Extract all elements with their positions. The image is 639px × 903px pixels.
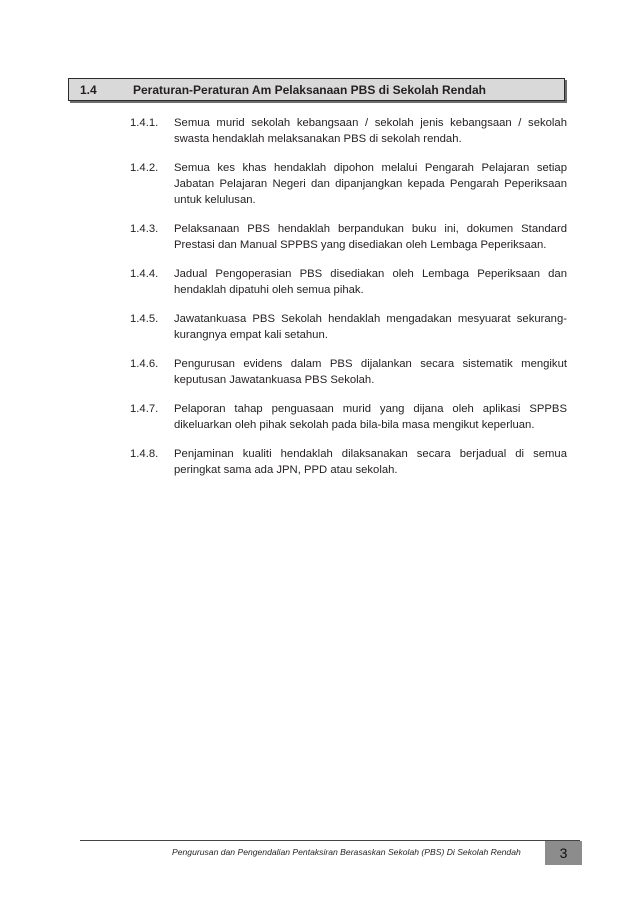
item-number: 1.4.4. xyxy=(130,268,159,280)
item-text: Pelaksanaan PBS hendaklah berpandukan buku ini, dokumen Standard Prestasi dan Manual SPPBS yang disediakan oleh Lembaga Peperiksaan. xyxy=(174,223,567,251)
list-item xyxy=(130,160,567,208)
item-text: Penjaminan kualiti hendaklah dilaksanakan secara berjadual di semua peringkat sama ada JPN, PPD atau sekolah. xyxy=(174,448,567,476)
item-number: 1.4.7. xyxy=(130,403,159,415)
section-header xyxy=(68,78,565,101)
item-text: Semua murid sekolah kebangsaan / sekolah jenis kebangsaan / sekolah swasta hendaklah melaksanakan PBS di sekolah rendah. xyxy=(174,117,567,145)
list-item xyxy=(130,221,567,253)
list-item xyxy=(130,266,567,298)
item-text: Jadual Pengoperasian PBS disediakan oleh Lembaga Peperiksaan dan hendaklah dipatuhi oleh semua pihak. xyxy=(174,268,567,296)
item-number: 1.4.1. xyxy=(130,117,159,129)
item-number: 1.4.3. xyxy=(130,223,159,235)
item-number: 1.4.5. xyxy=(130,313,159,325)
list-item xyxy=(130,311,567,343)
section-number: 1.4 xyxy=(80,83,97,97)
footer-divider xyxy=(80,840,580,841)
item-number: 1.4.8. xyxy=(130,448,159,460)
list-item xyxy=(130,115,567,147)
list-item xyxy=(130,401,567,433)
section-title: Peraturan-Peraturan Am Pelaksanaan PBS di Sekolah Rendah xyxy=(133,83,487,97)
item-number: 1.4.6. xyxy=(130,358,159,370)
item-text: Jawatankuasa PBS Sekolah hendaklah mengadakan mesyuarat sekurang-kurangnya empat kali setahun. xyxy=(174,313,567,341)
footer-title: Pengurusan dan Pengendalian Pentaksiran Berasaskan Sekolah (PBS) Di Sekolah Rendah xyxy=(172,847,521,857)
item-text: Pelaporan tahap penguasaan murid yang dijana oleh aplikasi SPPBS dikeluarkan oleh pihak sekolah pada bila-bila masa mengikut keperluan. xyxy=(174,403,567,431)
item-text: Pengurusan evidens dalam PBS dijalankan secara sistematik mengikut keputusan Jawatankuasa PBS Sekolah. xyxy=(174,358,567,386)
item-number: 1.4.2. xyxy=(130,162,159,174)
page-number: 3 xyxy=(545,841,582,865)
item-text: Semua kes khas hendaklah dipohon melalui Pengarah Pelajaran setiap Jabatan Pelajaran Negeri dan dipanjangkan kepada Pengarah Peperiksaan untuk kelulusan. xyxy=(174,162,567,206)
list-item xyxy=(130,356,567,388)
rules-list xyxy=(130,115,567,491)
list-item xyxy=(130,446,567,478)
